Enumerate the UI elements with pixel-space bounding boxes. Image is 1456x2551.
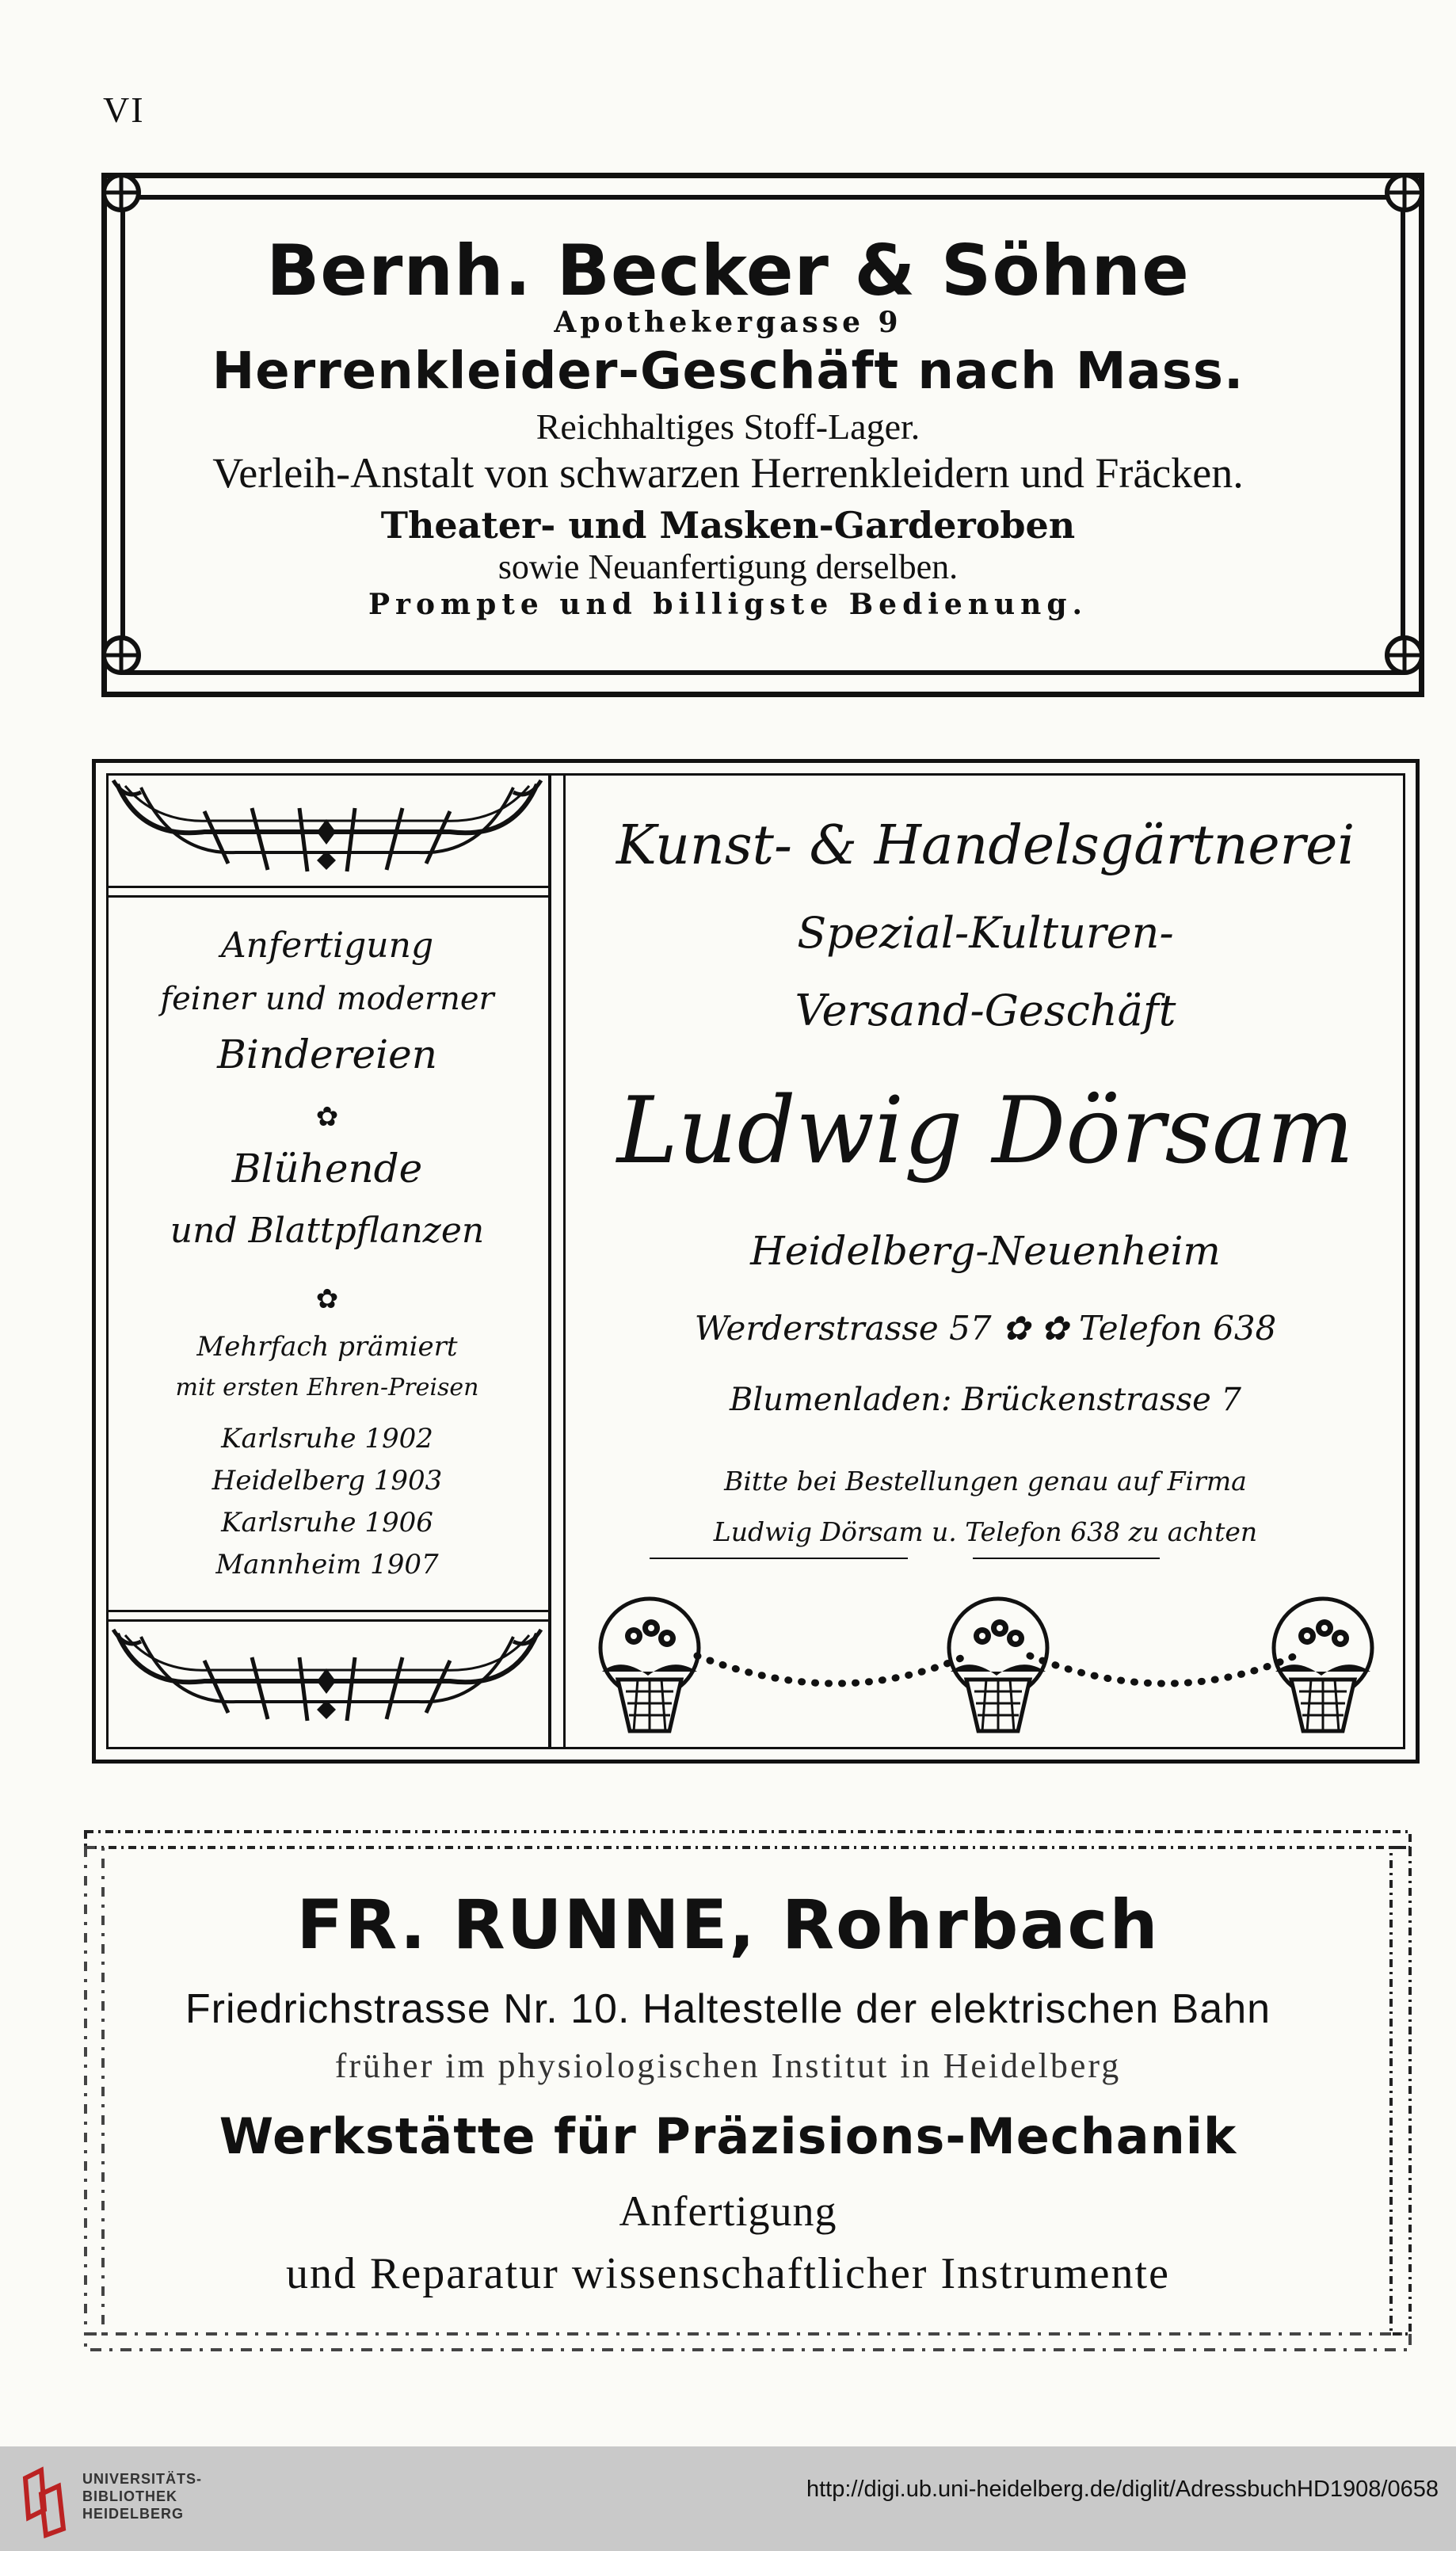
award-city: Karlsruhe 1902 [221,1423,433,1455]
doersam-note2: Ludwig Dörsam u. Telefon 638 zu achten [713,1516,1258,1547]
doersam-shop: Blumenladen: Brückenstrasse 7 [730,1382,1241,1418]
underline [973,1558,1160,1559]
column-divider [548,773,566,1749]
becker-line4: sowie Neuanfertigung derselben. [497,547,959,586]
becker-line1: Reichhaltiges Stoff-Lager. [536,406,920,447]
source-url-link[interactable]: http://digi.ub.uni-heidelberg.de/diglit/AdressbuchHD1908/0658 [806,2477,1439,2502]
runne-headline: Werkstätte für Präzisions-Mechanik [219,2107,1237,2165]
award-cities-list [106,1418,548,1586]
award-city: Karlsruhe 1906 [221,1507,433,1539]
flower-basket-row [578,1592,1394,1743]
left-line-bindereien: Bindereien [217,1031,437,1077]
runne-address: Friedrichstrasse Nr. 10. Haltestelle der elektrischen Bahn [185,1986,1271,2032]
becker-name: Bernh. Becker & Söhne [266,230,1190,311]
becker-address: Apothekergasse 9 [554,306,902,339]
left-line-preisen: mit ersten Ehren-Preisen [175,1374,479,1401]
becker-line5: Prompte und billigste Bedienung. [368,588,1088,621]
doersam-title: Kunst- & Handelsgärtnerei [616,814,1355,877]
library-logo-text [82,2470,202,2522]
flower-basket-icon [600,1599,699,1731]
underline [650,1558,908,1559]
runne-name: FR. RUNNE, Rohrbach [296,1886,1160,1965]
left-line-blattpflanzen: und Blattpflanzen [170,1211,485,1251]
left-line-feiner: feiner und moderner [160,981,494,1017]
corner-ornament-icon [1383,634,1426,677]
doersam-location: Heidelberg-Neuenheim [750,1228,1221,1274]
runne-line2: und Reparatur wissenschaftlicher Instrumente [286,2249,1170,2298]
left-line-praemiert: Mehrfach prämiert [196,1331,458,1363]
logo-line: UNIVERSITÄTS- [82,2471,203,2487]
becker-line2: Verleih-Anstalt von schwarzen Herrenkleidern und Fräcken. [212,449,1244,497]
doersam-sub1: Spezial-Kulturen- [797,908,1174,958]
logo-line: HEIDELBERG [82,2506,185,2522]
left-line-bluehende: Blühende [231,1146,423,1192]
flourish-icon: ✿ [315,1283,339,1315]
corner-ornament-icon [100,634,143,677]
divider-line [106,1619,548,1622]
doersam-sub2: Versand-Geschäft [795,986,1176,1035]
garland-ornament-icon [109,1626,545,1729]
corner-ornament-icon [1383,171,1426,214]
runne-line1: Anfertigung [619,2187,837,2235]
corner-ornament-icon [100,171,143,214]
divider-line [106,886,548,888]
flourish-icon: ✿ [315,1101,339,1133]
becker-line3: Theater- und Masken-Garderoben [380,504,1076,547]
logo-line: BIBLIOTHEK [82,2488,177,2504]
divider-line [106,1610,548,1612]
award-city: Mannheim 1907 [215,1549,439,1581]
becker-headline: Herrenkleider-Geschäft nach Mass. [212,342,1244,401]
doersam-name: Ludwig Dörsam [616,1077,1355,1184]
award-city: Heidelberg 1903 [212,1465,443,1497]
flower-basket-icon [1274,1599,1372,1731]
left-line-anfertigung: Anfertigung [220,925,434,966]
runne-former: früher im physiologischen Institut in Heidelberg [334,2046,1122,2085]
library-logo-icon [17,2462,73,2538]
garland-ornament-icon [109,776,545,879]
page-number: VI [103,90,145,130]
doersam-note1: Bitte bei Bestellungen genau auf Firma [724,1466,1247,1497]
flower-basket-icon [949,1599,1047,1731]
divider-line [106,895,548,898]
doersam-address: Werderstrasse 57 ✿ ✿ Telefon 638 [694,1309,1277,1348]
